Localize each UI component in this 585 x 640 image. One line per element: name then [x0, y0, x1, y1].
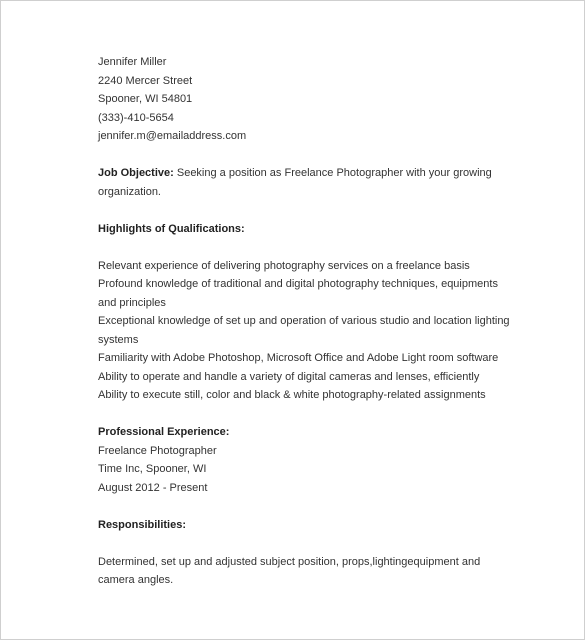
contact-city-state-zip: Spooner, WI 54801	[98, 93, 193, 105]
contact-name: Jennifer Miller	[98, 56, 167, 68]
experience-dates: August 2012 - Present	[98, 481, 208, 494]
spacer	[98, 405, 518, 424]
resume-content	[98, 53, 518, 590]
qualification-item: Profound knowledge of traditional and digital photography techniques, equipments and principles	[98, 278, 498, 309]
contact-phone: (333)-410-5654	[98, 111, 174, 124]
responsibilities-heading: Responsibilities:	[98, 518, 187, 531]
qualifications-block	[98, 220, 518, 405]
contact-block	[98, 53, 518, 146]
experience-heading: Professional Experience:	[98, 426, 230, 438]
spacer	[98, 497, 518, 516]
qualifications-heading: Highlights of Qualifications:	[98, 222, 245, 235]
objective-block	[98, 164, 518, 201]
experience-company: Time Inc, Spooner, WI	[98, 463, 207, 475]
qualification-item: Familiarity with Adobe Photoshop, Microsoft Office and Adobe Light room software	[98, 352, 499, 364]
spacer	[98, 201, 518, 220]
experience-block	[98, 423, 518, 497]
responsibilities-block	[98, 516, 518, 590]
contact-email: jennifer.m@emailaddress.com	[98, 130, 247, 142]
qualification-item: Relevant experience of delivering photography services on a freelance basis	[98, 259, 470, 272]
spacer	[98, 146, 518, 165]
responsibility-item: Determined, set up and adjusted subject position, props,lightingequipment and camera angles.	[98, 555, 481, 586]
objective-label: Job Objective:	[98, 167, 174, 179]
qualification-item: Ability to operate and handle a variety of digital cameras and lenses, efficiently	[98, 370, 480, 383]
spacer	[98, 238, 518, 257]
qualification-item: Ability to execute still, color and black & white photography-related assignments	[98, 389, 486, 401]
contact-street: 2240 Mercer Street	[98, 74, 193, 87]
objective-text: Seeking a position as Freelance Photographer with your growing organization.	[98, 167, 492, 198]
experience-title: Freelance Photographer	[98, 444, 217, 457]
qualification-item: Exceptional knowledge of set up and operation of various studio and location lighting systems	[98, 315, 510, 346]
spacer	[98, 534, 518, 553]
